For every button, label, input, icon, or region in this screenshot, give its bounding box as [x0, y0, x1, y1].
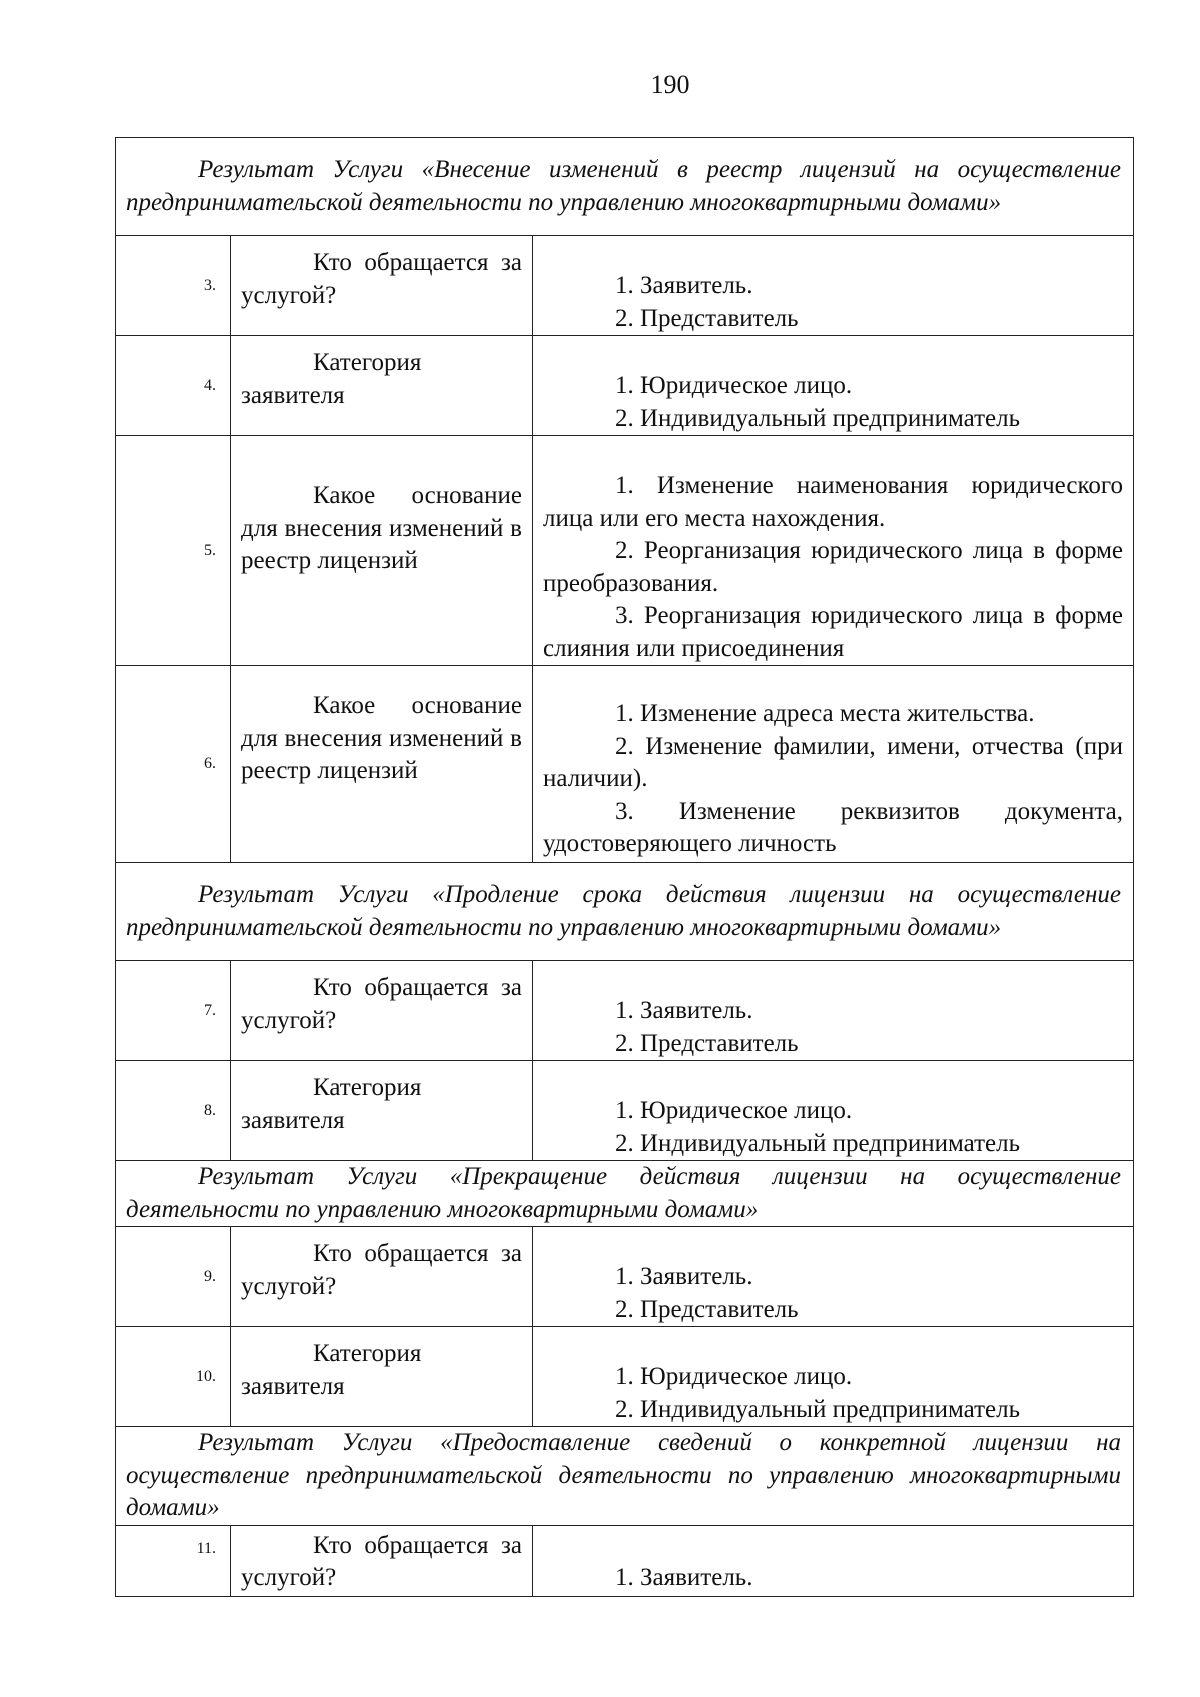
row-question: Категория заявителя	[231, 1061, 533, 1161]
page-number: 190	[650, 70, 690, 99]
section-header-row	[116, 863, 1134, 961]
row-number: 8.	[116, 1061, 231, 1161]
section-header-row	[116, 1427, 1134, 1526]
row-question: Кто обращается за услугой?	[231, 1227, 533, 1327]
section-title: Результат Услуги «Прекращение действия лицензии на осуществление деятельности по управлению многоквартирными домами»	[116, 1161, 1134, 1227]
row-number: 6.	[116, 666, 231, 863]
row-number: 5.	[116, 436, 231, 666]
row-question: Какое основание для внесения изменений в реестр лицензий	[231, 436, 533, 666]
row-answer: 1. Заявитель. 2. Представитель	[533, 961, 1134, 1061]
section-header-row	[116, 138, 1134, 236]
table-row	[116, 1525, 1134, 1596]
row-question: Кто обращается за услугой?	[231, 236, 533, 336]
row-question: Кто обращается за услугой?	[231, 1525, 533, 1596]
row-number: 10.	[116, 1327, 231, 1427]
row-answer: 1. Юридическое лицо. 2. Индивидуальный предприниматель	[533, 1061, 1134, 1161]
table-row	[116, 436, 1134, 666]
row-answer: 1. Заявитель. 2. Представитель	[533, 1227, 1134, 1327]
table-row	[116, 236, 1134, 336]
row-question: Категория заявителя	[231, 1327, 533, 1427]
row-number: 11.	[116, 1525, 231, 1596]
row-question: Кто обращается за услугой?	[231, 961, 533, 1061]
section-header-row	[116, 1161, 1134, 1227]
row-answer: 1. Юридическое лицо. 2. Индивидуальный предприниматель	[533, 1327, 1134, 1427]
row-answer: 1. Заявитель.	[533, 1525, 1134, 1596]
row-number: 3.	[116, 236, 231, 336]
row-answer: 1. Заявитель. 2. Представитель	[533, 236, 1134, 336]
section-title: Результат Услуги «Предоставление сведений о конкретной лицензии на осуществление предпринимательской деятельности по управлению многоквартирными домами»	[116, 1427, 1134, 1526]
section-title: Результат Услуги «Внесение изменений в реестр лицензий на осуществление предпринимательской деятельности по управлению многоквартирными домами»	[116, 138, 1134, 236]
row-answer: 1. Изменение наименования юридического лица или его места нахождения. 2. Реорганизация юридического лица в форме преобразования. 3. Реорганизация юридического лица в форме слияния или присоединения	[533, 436, 1134, 666]
row-question: Категория заявителя	[231, 336, 533, 436]
row-answer: 1. Юридическое лицо. 2. Индивидуальный предприниматель	[533, 336, 1134, 436]
section-title: Результат Услуги «Продление срока действия лицензии на осуществление предпринимательской деятельности по управлению многоквартирными домами»	[116, 863, 1134, 961]
row-number: 9.	[116, 1227, 231, 1327]
table-row	[116, 666, 1134, 863]
row-number: 7.	[116, 961, 231, 1061]
table-row	[116, 1061, 1134, 1161]
table-row	[116, 961, 1134, 1061]
row-number: 4.	[116, 336, 231, 436]
table-row	[116, 1327, 1134, 1427]
table-row	[116, 336, 1134, 436]
row-answer: 1. Изменение адреса места жительства. 2. Изменение фамилии, имени, отчества (при наличии). 3. Изменение реквизитов документа, удостоверяющего личность	[533, 666, 1134, 863]
table-row	[116, 1227, 1134, 1327]
row-question: Какое основание для внесения изменений в реестр лицензий	[231, 666, 533, 863]
services-table	[115, 137, 1134, 1597]
